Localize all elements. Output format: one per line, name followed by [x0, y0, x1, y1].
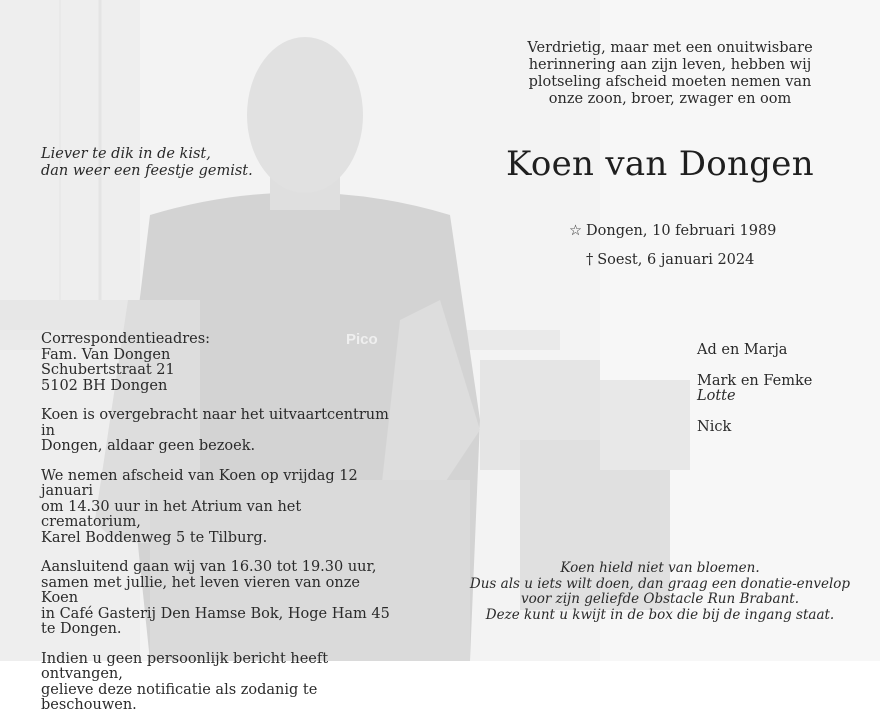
paragraph-farewell — [41, 469, 401, 547]
correspondence-city: 5102 BH Dongen — [41, 377, 168, 394]
flowers-note — [460, 561, 860, 623]
paragraph-line: We nemen afscheid van Koen op vrijdag 12 januari — [41, 467, 358, 499]
correspondence-address — [41, 332, 401, 394]
paragraph-notification — [41, 652, 401, 714]
family-other: Nick — [697, 418, 732, 435]
intro-line: herinnering aan zijn leven, hebben wij — [528, 57, 812, 73]
cross-icon: † — [586, 252, 594, 268]
flowers-line: Deze kunt u kwijt in de box die bij de ingang staat. — [485, 606, 835, 623]
intro-text — [510, 40, 830, 108]
paragraph-line: gelieve deze notificatie als zodanig te beschouwen. — [41, 681, 318, 713]
paragraph-line: te Dongen. — [41, 621, 122, 637]
family-sibling: Mark en Femke — [697, 372, 813, 389]
correspondence-street: Schubertstraat 21 — [41, 362, 175, 378]
intro-line: Verdrietig, maar met een onuitwisbare — [527, 40, 813, 56]
death-text: Soest, 6 januari 2024 — [597, 252, 755, 268]
paragraph-line: Dongen, aldaar geen bezoek. — [41, 438, 256, 454]
paragraph-line: Karel Boddenweg 5 te Tilburg. — [41, 529, 268, 546]
details-block — [41, 332, 401, 728]
paragraph-line: Aansluitend gaan wij van 16.30 tot 19.30 uur, — [41, 559, 377, 575]
family-child: Lotte — [697, 388, 736, 404]
paragraph-celebration — [41, 560, 401, 638]
quote-line: Liever te dik in de kist, — [41, 146, 211, 162]
paragraph-line: om 14.30 uur in het Atrium van het crematorium, — [41, 498, 302, 530]
birth-text: Dongen, 10 februari 1989 — [586, 223, 777, 239]
flowers-line: Koen hield niet van bloemen. — [560, 560, 760, 576]
paragraph-line: Koen is overgebracht naar het uitvaartcentrum in — [41, 407, 389, 439]
paragraph-line: samen met jullie, het leven vieren van onze Koen — [41, 574, 360, 606]
family-parents: Ad en Marja — [697, 342, 788, 358]
deceased-name: Koen van Dongen — [506, 144, 814, 184]
death-line — [586, 253, 754, 269]
flowers-line: voor zijn geliefde Obstacle Run Brabant. — [520, 591, 800, 607]
family-list — [697, 343, 812, 435]
correspondence-label: Correspondentieadres: — [41, 331, 211, 347]
paragraph-line: in Café Gasterij Den Hamse Bok, Hoge Ham 45 — [41, 605, 390, 622]
flowers-line: Dus als u iets wilt doen, dan graag een donatie-envelop — [469, 575, 851, 592]
quote-line: dan weer een feestje gemist. — [41, 163, 253, 179]
paragraph-line: Indien u geen persoonlijk bericht heeft ontvangen, — [41, 650, 329, 682]
birth-line — [569, 224, 776, 240]
intro-line: plotseling afscheid moeten nemen van — [528, 74, 812, 90]
quote — [41, 146, 253, 180]
star-icon: ☆ — [569, 223, 582, 239]
correspondence-name: Fam. Van Dongen — [41, 346, 171, 363]
shirt-logo-text: Pico — [346, 331, 378, 348]
paragraph-transfer — [41, 408, 401, 455]
intro-line: onze zoon, broer, zwager en oom — [548, 91, 792, 107]
